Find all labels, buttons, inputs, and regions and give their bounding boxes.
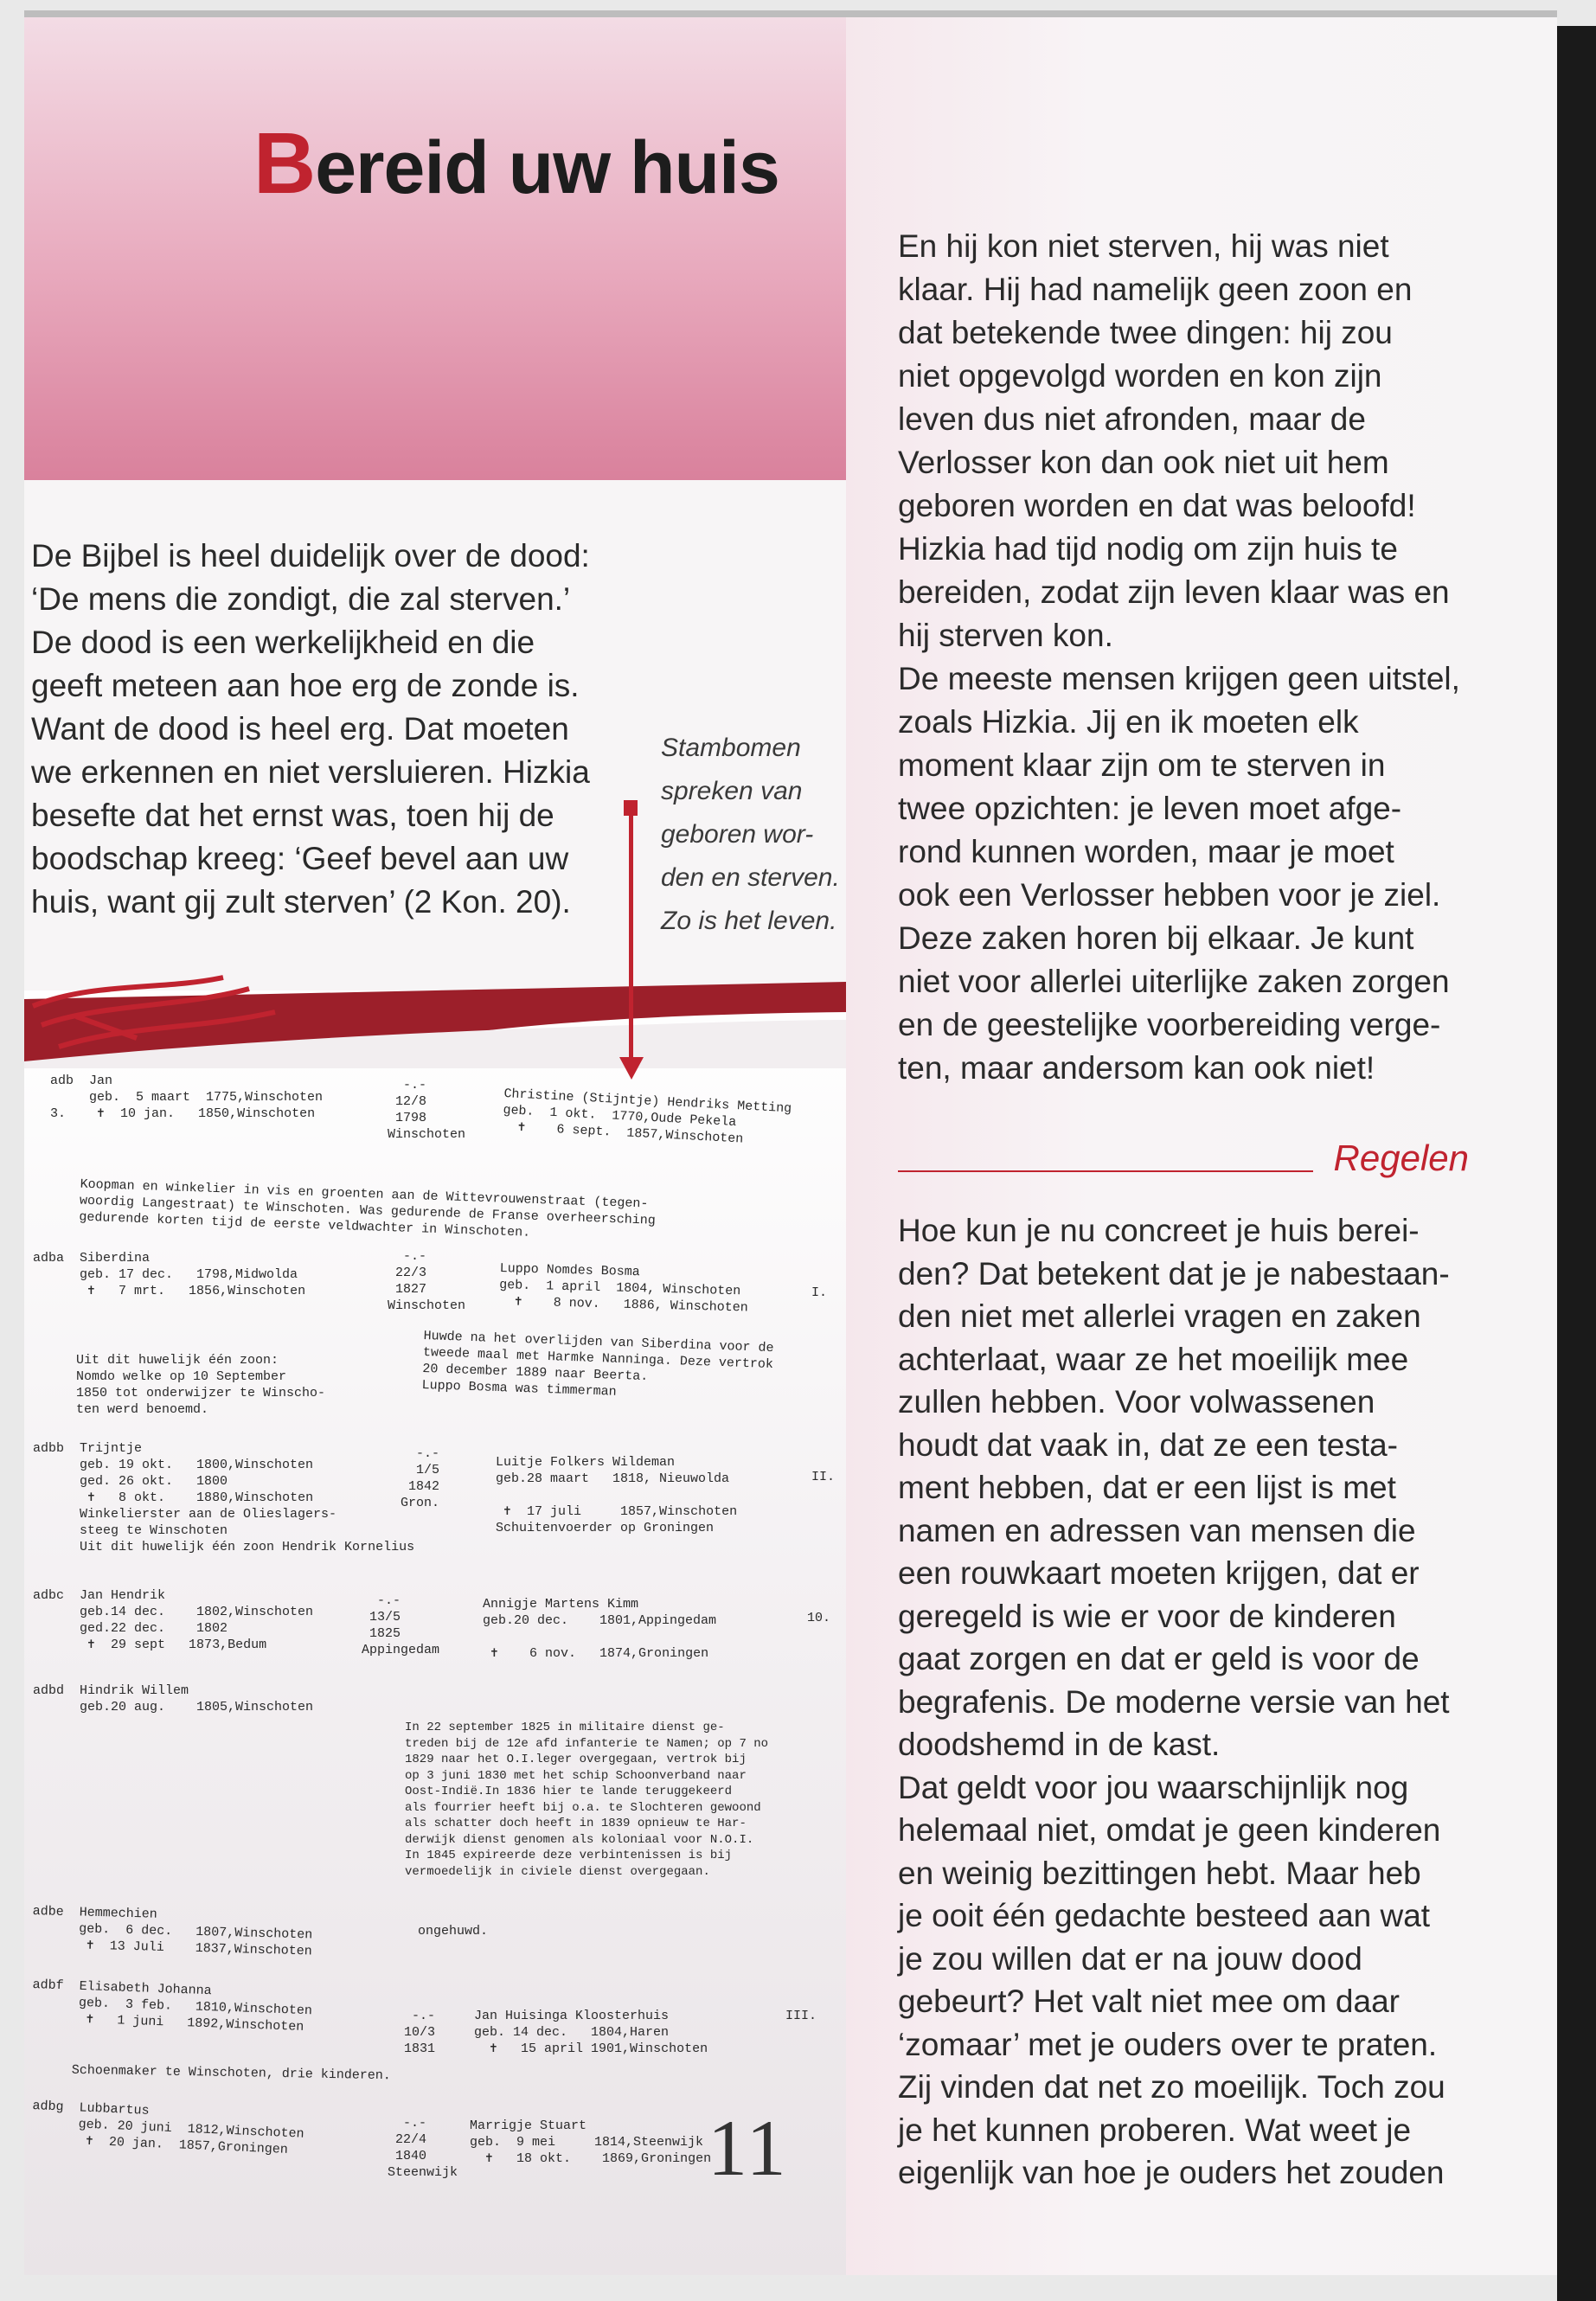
side-note-line: den en sterven. (661, 863, 840, 892)
red-brush-decoration (24, 965, 846, 1068)
body-line: Dat geldt voor jou waarschijnlijk nog (898, 1769, 1409, 1805)
body-line: zoals Hizkia. Jij en ik moeten elk (898, 704, 1359, 740)
body-line: doodshemd in de kast. (898, 1727, 1221, 1762)
magazine-page (24, 17, 1557, 2275)
body-line: een rouwkaart moeten krijgen, dat er (898, 1555, 1420, 1591)
intro-line: besefte dat het ernst was, toen hij de (31, 798, 554, 833)
body-line: Hizkia had tijd nodig om zijn huis te (898, 531, 1398, 567)
body-line: niet opgevolgd worden en kon zijn (898, 358, 1382, 394)
pointer-arrow-line (629, 800, 633, 1064)
body-line: twee opzichten: je leven moet afge- (898, 791, 1402, 826)
body-line: en de geestelijke voorbereiding verge- (898, 1007, 1441, 1042)
body-line: je ooit één gedachte besteed aan wat (898, 1898, 1431, 1933)
body-line: achterlaat, waar ze het moeilijk mee (898, 1341, 1409, 1377)
intro-line: geeft meteen aan hoe erg de zonde is. (31, 668, 580, 703)
entry-note: In 22 september 1825 in militaire dienst ge- treden bij de 12e afd infanterie te Namen; op 7 no 1829 naar het O.I.leger overgegaan, vertrok bij op 3 juni 1830 met het schip Schoonverband naar Oost-Indië.In 1836 hier te lande teruggekeerd als fourrier heeft bij o.a. te Slochteren gewoond als schatter doch heeft in 1839 opnieuw te Har- derwijk dienst genomen als koloniaal voor N.O.I. In 1845 expireerde deze verbintenissen is bij vermoedelijk in civiele dienst overgegaan. (405, 1721, 769, 1879)
body-line: Hoe kun je nu concreet je huis berei- (898, 1213, 1420, 1248)
intro-line: De dood is een werkelijkheid en die (31, 625, 535, 660)
body-line: klaar. Hij had namelijk geen zoon en (898, 272, 1413, 307)
spouse-entry: Christine (Stijntje) Hendriks Metting geb. 1 okt. 1770,Oude Pekela ✝ 6 sept. 1857,Winschoten (502, 1086, 792, 1147)
side-note-line: Zo is het leven. (661, 907, 837, 935)
side-note-line: geboren wor- (661, 820, 814, 849)
body-line: namen en adressen van mensen die (898, 1512, 1416, 1548)
body-line: hij sterven kon. (898, 618, 1113, 653)
body-line: Deze zaken horen bij elkaar. Je kunt (898, 920, 1414, 956)
spouse-entry: Luppo Nomdes Bosma geb. 1 april 1804, Winschoten ✝ 8 nov. 1886, Winschoten (498, 1260, 748, 1316)
entry-note: Uit dit huwelijk één zoon: Nomdo welke op 10 September 1850 tot onderwijzer te Winscho- ten werd benoemd. (76, 1353, 326, 1417)
body-line: ten, maar andersom kan ook niet! (898, 1050, 1375, 1086)
intro-line: ‘De mens die zondigt, die zal sterven.’ (31, 581, 571, 617)
section-rule (898, 1170, 1313, 1172)
right-column-text (898, 225, 1503, 1090)
marriage-date: -.- 22/3 1827 Winschoten (388, 1249, 466, 1313)
body-line: den? Dat betekent dat je je nabestaan- (898, 1255, 1450, 1292)
page-number: 11 (708, 2104, 788, 2192)
intro-line: boodschap kreeg: ‘Geef bevel aan uw (31, 841, 569, 876)
body-line: Zij vinden dat net zo moeilijk. Toch zou (898, 2069, 1445, 2105)
body-line: gebeurt? Het valt niet mee om daar (898, 1984, 1400, 2019)
marriage-date: -.- 12/8 1798 Winschoten (388, 1078, 466, 1142)
body-line: ‘zomaar’ met je ouders over te praten. (898, 2026, 1438, 2062)
marriage-date: -.- 13/5 1825 Appingedam (362, 1593, 440, 1657)
body-line: niet voor allerlei uiterlijke zaken zorgen (898, 964, 1450, 999)
body-line: helemaal niet, omdat je geen kinderen (898, 1812, 1441, 1848)
spouse-entry: Marrigje Stuart geb. 9 mei 1814,Steenwijk ✝ 18 okt. 1869,Groningen (470, 2118, 712, 2166)
intro-line: Want de dood is heel erg. Dat moeten (31, 711, 569, 747)
body-line: gaat zorgen en dat er geld is voor de (898, 1641, 1420, 1676)
genealogy-entry-adbg: adbg Lubbartus geb. 20 juni 1812,Winschoten ✝ 20 jan. 1857,Groningen (30, 2098, 304, 2157)
title-rest: ereid uw huis (315, 126, 779, 209)
marriage-date: -.- 22/4 1840 Steenwijk (388, 2116, 458, 2180)
genealogy-entry-adbf: adbf Elisabeth Johanna geb. 3 feb. 1810,Winschoten ✝ 1 juni 1892,Winschoten (31, 1977, 313, 2035)
page-binding-edge (1557, 26, 1596, 2301)
body-line: geboren worden en dat was beloofd! (898, 488, 1416, 523)
section-label: Regelen (1333, 1138, 1469, 1178)
intro-line: we erkennen en niet versluieren. Hizkia (31, 754, 590, 790)
body-line: begrafenis. De moderne versie van het (898, 1683, 1450, 1720)
genealogy-document (24, 990, 846, 2275)
body-line: dat betekende twee dingen: hij zou (898, 315, 1393, 350)
title-initial: B (253, 115, 316, 212)
arrow-down-icon (619, 1057, 644, 1080)
intro-line: De Bijbel is heel duidelijk over de dood: (31, 538, 590, 574)
body-line: en weinig bezittingen hebt. Maar heb (898, 1855, 1421, 1891)
body-line: zullen hebben. Voor volwassenen (898, 1384, 1375, 1420)
entry-note: Schoenmaker te Winschoten, drie kinderen. (32, 2062, 391, 2084)
side-note (661, 727, 860, 943)
article-title (253, 114, 779, 214)
body-line: je het kunnen proberen. Wat weet je (898, 2112, 1412, 2148)
body-line: ment hebben, dat er een lijst is met (898, 1470, 1396, 1505)
body-line: En hij kon niet sterven, hij was niet (898, 228, 1389, 264)
intro-text (31, 535, 637, 924)
genealogy-entry-adbc: adbc Jan Hendrik geb.14 dec. 1802,Winschoten ged.22 dec. 1802 ✝ 29 sept 1873,Bedum (33, 1588, 314, 1652)
generation-number: I. (811, 1285, 828, 1300)
generation-number: III. (785, 2009, 817, 2023)
body-line: moment klaar zijn om te sterven in (898, 747, 1386, 783)
spouse-entry: Jan Huisinga Kloosterhuis geb. 14 dec. 1804,Haren ✝ 15 april 1901,Winschoten (474, 2009, 708, 2056)
entry-note: ongehuwd. (418, 1924, 489, 1939)
title-banner (24, 17, 846, 480)
body-line: leven dus niet afronden, maar de (898, 401, 1366, 437)
genealogy-entry-adbe: adbe Hemmechien geb. 6 dec. 1807,Winschoten ✝ 13 Juli 1837,Winschoten (31, 1903, 313, 1959)
body-line: De meeste mensen krijgen geen uitstel, (898, 661, 1460, 696)
generation-number: 10. (807, 1611, 831, 1625)
body-line: geregeld is wie er voor de kinderen (898, 1598, 1396, 1634)
body-line: den niet met allerlei vragen en zaken (898, 1298, 1421, 1334)
body-line: je zou willen dat er na jouw dood (898, 1940, 1362, 1977)
body-line: houdt dat vaak in, dat ze een testa- (898, 1426, 1398, 1463)
body-line: ook een Verlosser hebben voor je ziel. (898, 877, 1441, 913)
generation-number: II. (811, 1470, 836, 1484)
body-line: Verlosser kon dan ook niet uit hem (898, 445, 1389, 480)
body-line: bereiden, zodat zijn leven klaar was en (898, 574, 1450, 610)
genealogy-entry-adba: adba Siberdina geb. 17 dec. 1798,Midwolda ✝ 7 mrt. 1856,Winschoten (33, 1251, 306, 1298)
marriage-date: -.- 10/3 1831 (404, 2009, 436, 2056)
marriage-date: -.- 1/5 1842 Gron. (401, 1446, 440, 1510)
body-line: eigenlijk van hoe je ouders het zouden (898, 2155, 1445, 2190)
side-note-line: spreken van (661, 777, 803, 805)
side-note-line: Stambomen (661, 734, 801, 762)
entry-note: Huwde na het overlijden van Siberdina voor de tweede maal met Harmke Nanninga. Deze vertrok 20 december 1889 naar Beerta. Luppo Bosma was timmerman (421, 1328, 774, 1400)
entry-note: Koopman en winkelier in vis en groenten aan de Wittevrouwenstraat (tegen- woordig Langestraat) te Winschoten. Was gedurende de Franse overheersching gedurende korten tijd de eerste veldwachter in Winschoten. (40, 1175, 656, 1240)
section-heading (898, 1138, 1469, 1189)
genealogy-entry-adbd: adbd Hindrik Willem geb.20 aug. 1805,Winschoten (33, 1683, 314, 1715)
body-line: rond kunnen worden, maar je moet (898, 834, 1394, 869)
spouse-entry: Luitje Folkers Wildeman geb.28 maart 1818, Nieuwolda ✝ 17 juli 1857,Winschoten Schuitenvoerder op Groningen (496, 1455, 738, 1535)
regelen-text (898, 1209, 1503, 2195)
genealogy-entry-adb: adb Jan geb. 5 maart 1775,Winschoten 3. ✝ 10 jan. 1850,Winschoten (50, 1074, 324, 1121)
spouse-entry: Annigje Martens Kimm geb.20 dec. 1801,Appingedam ✝ 6 nov. 1874,Groningen (483, 1597, 717, 1661)
genealogy-entry-adbb: adbb Trijntje geb. 19 okt. 1800,Winschoten ged. 26 okt. 1800 ✝ 8 okt. 1880,Winschoten Winkelierster aan de Olieslagers- steeg te Winschoten Uit dit huwelijk één zoon Hendrik Kornelius (33, 1441, 415, 1554)
intro-line: huis, want gij zult sterven’ (2 Kon. 20). (31, 884, 571, 920)
